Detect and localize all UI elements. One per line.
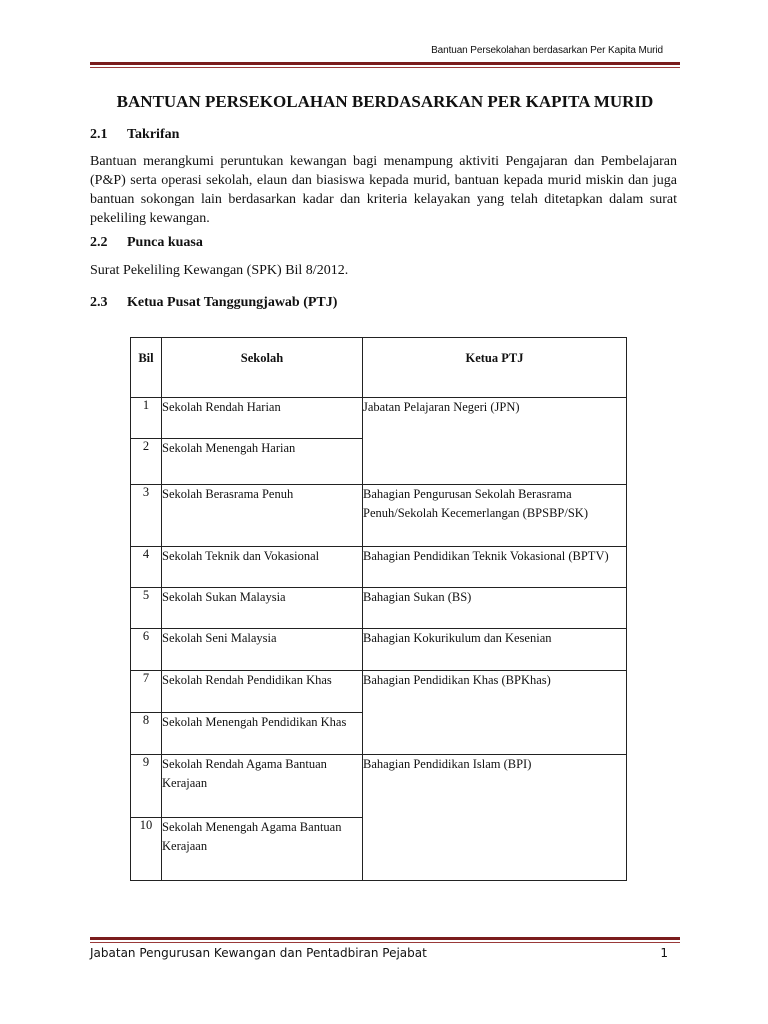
section-2-3-heading <box>90 295 337 311</box>
row-sekolah: Sekolah Menengah Agama Bantuan Kerajaan <box>162 818 363 881</box>
row-ketua-ptj: Bahagian Pendidikan Teknik Vokasional (BPTV) <box>363 547 627 588</box>
section-2-2-heading <box>90 235 203 251</box>
row-sekolah: Sekolah Sukan Malaysia <box>162 588 363 629</box>
row-bil: 3 <box>131 485 162 547</box>
section-number: 2.3 <box>90 295 108 310</box>
column-header-ketua-ptj: Ketua PTJ <box>363 338 627 398</box>
page-number: 1 <box>660 946 668 960</box>
row-sekolah: Sekolah Menengah Pendidikan Khas <box>162 713 363 755</box>
table-row <box>131 629 627 671</box>
row-sekolah: Sekolah Teknik dan Vokasional <box>162 547 363 588</box>
table-row <box>131 588 627 629</box>
table-row <box>131 485 627 547</box>
section-2-2-body: Surat Pekeliling Kewangan (SPK) Bil 8/2012. <box>90 263 349 278</box>
column-header-bil: Bil <box>131 338 162 398</box>
ptj-table <box>130 337 627 881</box>
table-row <box>131 755 627 818</box>
section-number: 2.2 <box>90 235 108 250</box>
row-ketua-ptj: Bahagian Pendidikan Islam (BPI) <box>363 755 627 881</box>
table-row <box>131 671 627 713</box>
footer-rule-thin <box>90 942 680 943</box>
column-header-sekolah: Sekolah <box>162 338 363 398</box>
footer-organisation: Jabatan Pengurusan Kewangan dan Pentadbiran Pejabat <box>90 946 427 960</box>
table-row <box>131 398 627 439</box>
row-bil: 5 <box>131 588 162 629</box>
row-sekolah: Sekolah Seni Malaysia <box>162 629 363 671</box>
section-title: Ketua Pusat Tanggungjawab (PTJ) <box>127 295 338 310</box>
document-title: BANTUAN PERSEKOLAHAN BERDASARKAN PER KAPITA MURID <box>116 92 654 111</box>
row-sekolah: Sekolah Rendah Agama Bantuan Kerajaan <box>162 755 363 818</box>
section-2-1-body: Bantuan merangkumi peruntukan kewangan bagi menampung aktiviti Pengajaran dan Pembelajaran (P&P) serta operasi sekolah, elaun dan biasiswa kepada murid, bantuan kepada murid miskin dan juga bantuan sokongan lain berdasarkan kadar dan kriteria kelayakan yang telah ditetapkan dalam surat pekeliling kewangan. <box>90 154 677 226</box>
row-sekolah: Sekolah Rendah Pendidikan Khas <box>162 671 363 713</box>
row-ketua-ptj: Bahagian Pengurusan Sekolah Berasrama Penuh/Sekolah Kecemerlangan (BPSBP/SK) <box>363 485 627 547</box>
row-bil: 9 <box>131 755 162 818</box>
row-sekolah: Sekolah Rendah Harian <box>162 398 363 439</box>
row-ketua-ptj: Bahagian Kokurikulum dan Kesenian <box>363 629 627 671</box>
row-bil: 8 <box>131 713 162 755</box>
row-sekolah: Sekolah Menengah Harian <box>162 439 363 485</box>
row-bil: 4 <box>131 547 162 588</box>
row-ketua-ptj: Jabatan Pelajaran Negeri (JPN) <box>363 398 627 485</box>
row-bil: 7 <box>131 671 162 713</box>
section-title: Punca kuasa <box>127 235 203 250</box>
header-rule-thin <box>90 67 680 68</box>
row-sekolah: Sekolah Berasrama Penuh <box>162 485 363 547</box>
row-ketua-ptj: Bahagian Sukan (BS) <box>363 588 627 629</box>
table-row <box>131 547 627 588</box>
row-bil: 1 <box>131 398 162 439</box>
row-bil: 2 <box>131 439 162 485</box>
section-2-1-heading <box>90 127 179 143</box>
section-number: 2.1 <box>90 127 108 142</box>
row-bil: 10 <box>131 818 162 881</box>
section-title: Takrifan <box>127 127 180 142</box>
running-header: Bantuan Persekolahan berdasarkan Per Kapita Murid <box>431 45 663 56</box>
header-rule-thick <box>90 62 680 65</box>
row-ketua-ptj: Bahagian Pendidikan Khas (BPKhas) <box>363 671 627 755</box>
footer-rule-thick <box>90 937 680 940</box>
row-bil: 6 <box>131 629 162 671</box>
